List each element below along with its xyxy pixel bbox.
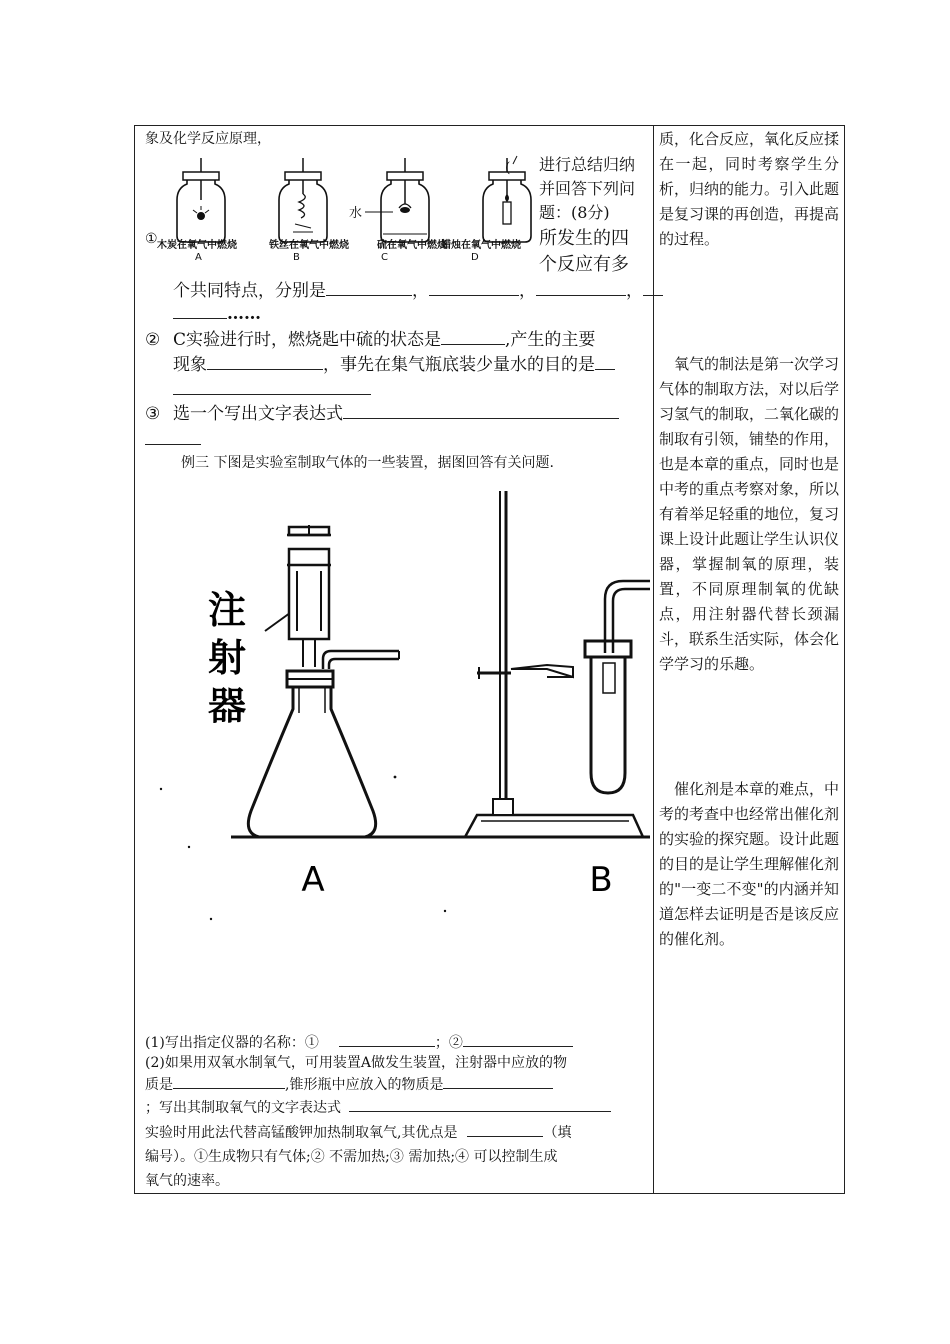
intro-line: 象及化学反应原理， [145,131,271,147]
q2-blank-phenomenon[interactable] [207,355,323,370]
p2-line-3 [145,1097,611,1118]
lesson-table [134,125,845,1194]
q1-text: 个共同特点，分别是 [173,281,326,301]
q2-text-2a: 现象 [173,355,207,375]
letter-c: C [381,252,388,263]
note-para-2: 氧气的制法是第一次学习气体的制取方法，对以后学习氢气的制取，二氧化碳的制取有引领，铺垫的作用，也是本章的重点，同时也是中考的重点考察对象，所以有着举足轻重的地位，复习课上设计此题让学生认识仪器，掌握制氧的原理，装置，不同原理制氧的优缺点，用注射器代替长颈漏斗，联系生活实际，体会化学学习的乐趣。 [659,355,840,673]
side-note-line-5: 个反应有多 [539,254,629,275]
q2-text-1a: C实验进行时，燃烧匙中硫的状态是 [173,330,442,350]
right-column [655,126,844,1193]
example3-title: 例三 下图是实验室制取气体的一些装置，据图回答有关问题. [181,455,554,471]
apparatus-b [465,491,650,837]
p2-blank-syringe[interactable] [173,1074,285,1089]
q2-line-2 [173,353,615,377]
label-b: B [589,860,613,900]
side-note-line-2: 并回答下列问 [539,179,636,198]
p1-text-a: (1)写出指定仪器的名称：① [145,1035,319,1051]
caption-a: 木炭在氧气中燃烧 [157,240,237,251]
apparatus-figure [155,481,650,1021]
side-note-line-1: 进行总结归纳 [539,155,636,174]
water-label: 水 [349,206,363,221]
p2-text-2a: 质是 [145,1077,173,1093]
q2-text-1b: ,产生的主要 [505,330,596,350]
p2-line-6: 氧气的速率。 [145,1173,229,1189]
q1-blank-3[interactable] [536,281,626,296]
q1-line [173,279,663,303]
letter-a: A [195,252,202,263]
letter-d: D [471,252,479,263]
p2-line-1: (2)如果用双氧水制氧气，可用装置A做发生装置，注射器中应放的物 [145,1055,567,1071]
p2-blank-flask[interactable] [443,1074,553,1089]
q2-blank-line-2[interactable] [173,394,371,395]
q2-marker: ② [145,330,161,350]
apparatus-a [248,525,399,837]
q3-marker: ③ [145,404,161,424]
q3-text: 选一个写出文字表达式 [173,404,343,424]
q1-blank-1[interactable] [326,281,412,296]
p1-text-b: ；② [434,1035,463,1051]
caption-d: 蜡烛在氧气中燃烧 [441,240,521,251]
q2-line-1 [173,328,595,352]
q2-text-2b: ，事先在集气瓶底装少量水的目的是 [323,355,595,375]
syringe-label-2: 射 [207,636,247,680]
label-a: A [301,860,325,900]
q3-line [173,402,619,426]
p2-line-4 [145,1122,571,1143]
note-para-1: 质，化合反应，氧化反应揉在一起，同时考察学生分析，归纳的能力。引入此题是复习课的再创造，再提高的过程。 [659,130,840,248]
q2-blank-purpose[interactable] [595,355,615,370]
p1-blank-2[interactable] [463,1032,573,1047]
q1-sep-1: ， [412,281,429,301]
q3-blank-line-2[interactable] [145,444,201,445]
caption-c: 硫在氧气中燃烧 [377,240,447,251]
p2-text-2b: ,锥形瓶中应放入的物质是 [285,1077,444,1093]
q1-sep-3: ， [626,281,643,301]
syringe-label-1: 注 [207,588,247,632]
p1-blank-1[interactable] [339,1032,435,1047]
caption-b: 铁丝在氧气中燃烧 [269,240,349,251]
q1-line-2 [173,303,261,325]
q1-marker-start: ① [145,231,158,247]
p2-text-4a: 实验时用此法代替高锰酸钾加热制取氧气,其优点是 [145,1125,458,1141]
bottle-a [177,158,225,242]
syringe-label-3: 器 [207,684,247,728]
p2-line-5: 编号）。①生成物只有气体;② 不需加热;③ 需加热;④ 可以控制生成 [145,1149,558,1165]
p2-text-4b: （填 [543,1125,572,1141]
q2-blank-state[interactable] [441,330,505,345]
bottle-c [365,158,429,242]
q1-blank-2[interactable] [429,281,519,296]
p2-blank-expression[interactable] [349,1097,611,1112]
bottle-b [279,158,327,242]
q1-blank-5[interactable] [173,304,227,319]
p2-blank-advantage[interactable] [467,1122,543,1137]
note-para-3: 催化剂是本章的难点，中考的考查中也经常出催化剂的实验的探究题。设计此题的目的是让学生理解催化剂的"一变二不变"的内涵并知道怎样去证明是否是该反应的催化剂。 [659,780,840,948]
p1-line [145,1032,573,1053]
side-note-line-4: 所发生的四 [539,228,629,249]
side-paren: ( [505,160,511,176]
p2-text-3: ；写出其制取氧气的文字表达式 [145,1100,341,1116]
letter-b: B [293,252,300,263]
q3-blank[interactable] [343,404,619,419]
q1-sep-2: ， [519,281,536,301]
left-column [135,126,653,1193]
p2-line-2 [145,1074,553,1095]
q1-ellipsis: …… [227,304,261,324]
side-note-line-3: 题：(8分) [539,203,610,222]
